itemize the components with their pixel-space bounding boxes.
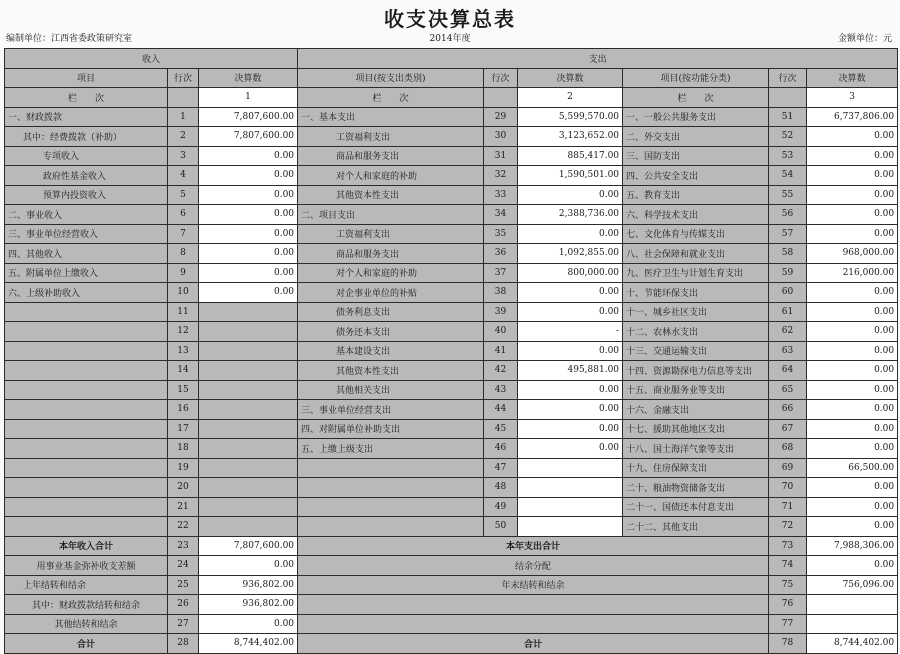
expense-econ-line-number: 50: [484, 517, 518, 537]
expense-summary-amount: 0.00: [807, 556, 898, 576]
expense-econ-amount: 3,123,652.00: [518, 127, 623, 147]
expense-func-item: 十一、城乡社区支出: [623, 302, 769, 322]
expense-summary-line-number: 77: [769, 614, 807, 634]
expense-func-item: 七、文化体育与传媒支出: [623, 224, 769, 244]
income-item: 政府性基金收入: [5, 166, 168, 186]
summary-row: [5, 634, 898, 654]
expense-econ-line-number: 46: [484, 439, 518, 459]
expense-func-line-number: 64: [769, 361, 807, 381]
income-item: 一、财政拨款: [5, 107, 168, 127]
income-amount: 7,807,600.00: [199, 107, 298, 127]
income-line-number: 20: [168, 478, 199, 498]
expense-func-item: 十六、金融支出: [623, 400, 769, 420]
table-row: [5, 361, 898, 381]
expense-econ-line-number: 37: [484, 263, 518, 283]
income-line-number: 6: [168, 205, 199, 225]
income-line-number: 15: [168, 380, 199, 400]
summary-row: [5, 595, 898, 615]
expense-func-line-number: 67: [769, 419, 807, 439]
income-summary-amount: 0.00: [199, 556, 298, 576]
expense-econ-item: 其他资本性支出: [298, 361, 484, 381]
income-amount: 0.00: [199, 146, 298, 166]
expense-econ-line-number: 49: [484, 497, 518, 517]
income-line-number: 16: [168, 400, 199, 420]
income-item: [5, 497, 168, 517]
expense-econ-line-number: 34: [484, 205, 518, 225]
expense-func-amount: 0.00: [807, 205, 898, 225]
expense-summary-amount: 756,096.00: [807, 575, 898, 595]
expense-func-line-number: 52: [769, 127, 807, 147]
expense-econ-line-number: 42: [484, 361, 518, 381]
expense-econ-line-number: 32: [484, 166, 518, 186]
expense-summary-line-number: 78: [769, 634, 807, 654]
expense-func-line-number: 63: [769, 341, 807, 361]
currency-unit: 金额单位：元: [837, 34, 892, 44]
table-row: [5, 205, 898, 225]
expense-econ-amount: 0.00: [518, 439, 623, 459]
expense-func-amount: 0.00: [807, 380, 898, 400]
expense-econ-amount: 1,092,855.00: [518, 244, 623, 264]
expense-func-line-number: 54: [769, 166, 807, 186]
expense-econ-amount: 0.00: [518, 400, 623, 420]
income-item: 专项收入: [5, 146, 168, 166]
expense-econ-amount-header: 决算数: [518, 68, 623, 88]
expense-func-amount: 0.00: [807, 497, 898, 517]
income-item: [5, 517, 168, 537]
income-amount: [199, 419, 298, 439]
expense-econ-amount: 0.00: [518, 224, 623, 244]
expense-econ-amount: 800,000.00: [518, 263, 623, 283]
expense-econ-amount: 885,417.00: [518, 146, 623, 166]
expense-econ-item: [298, 517, 484, 537]
expense-func-line-header: 行次: [769, 68, 807, 88]
expense-econ-amount: 5,599,570.00: [518, 107, 623, 127]
expense-func-amount: 0.00: [807, 127, 898, 147]
expense-econ-line-number: 40: [484, 322, 518, 342]
expense-econ-line-header: 行次: [484, 68, 518, 88]
expense-func-amount: 0.00: [807, 419, 898, 439]
expense-econ-amount: 2,388,736.00: [518, 205, 623, 225]
income-line-column-label: [168, 88, 199, 108]
income-amount: 0.00: [199, 185, 298, 205]
expense-func-line-number: 71: [769, 497, 807, 517]
income-amount: [199, 341, 298, 361]
income-header: 收入: [5, 49, 298, 69]
table-row: [5, 185, 898, 205]
expense-func-item: 八、社会保障和就业支出: [623, 244, 769, 264]
income-item: [5, 361, 168, 381]
expense-func-line-number: 53: [769, 146, 807, 166]
income-item: 六、上级补助收入: [5, 283, 168, 303]
income-line-number: 13: [168, 341, 199, 361]
expense-func-amount: 0.00: [807, 361, 898, 381]
expense-summary-line-number: 76: [769, 595, 807, 615]
income-item: 四、其他收入: [5, 244, 168, 264]
expense-func-line-column-label: [769, 88, 807, 108]
expense-summary-item: [298, 614, 769, 634]
income-amount: 0.00: [199, 283, 298, 303]
table-row: [5, 166, 898, 186]
income-item: [5, 380, 168, 400]
expense-summary-line-number: 73: [769, 536, 807, 556]
expense-func-item: 五、教育支出: [623, 185, 769, 205]
income-line-number: 14: [168, 361, 199, 381]
income-item: 二、事业收入: [5, 205, 168, 225]
expense-func-column-label: 栏 次: [623, 88, 769, 108]
expense-func-item: 二、外交支出: [623, 127, 769, 147]
income-line-number: 22: [168, 517, 199, 537]
expense-econ-item: 债务还本支出: [298, 322, 484, 342]
expense-econ-item: 工资福利支出: [298, 224, 484, 244]
table-row: [5, 127, 898, 147]
income-item: [5, 458, 168, 478]
income-summary-line-number: 25: [168, 575, 199, 595]
income-line-number: 19: [168, 458, 199, 478]
expense-econ-amount: 495,881.00: [518, 361, 623, 381]
expense-summary-amount: [807, 595, 898, 615]
expense-econ-item-header: 项目(按支出类别): [298, 68, 484, 88]
expense-func-amount: 0.00: [807, 341, 898, 361]
table-row: [5, 400, 898, 420]
budget-table: [4, 48, 898, 654]
expense-func-item: 十九、住房保障支出: [623, 458, 769, 478]
expense-func-amount: 0.00: [807, 185, 898, 205]
income-item: [5, 439, 168, 459]
expense-func-line-number: 69: [769, 458, 807, 478]
table-row: [5, 497, 898, 517]
expense-econ-item: [298, 478, 484, 498]
expense-func-line-number: 57: [769, 224, 807, 244]
expense-func-line-number: 56: [769, 205, 807, 225]
expense-econ-amount: [518, 517, 623, 537]
expense-econ-item: 债务利息支出: [298, 302, 484, 322]
expense-func-line-number: 70: [769, 478, 807, 498]
income-line-number: 17: [168, 419, 199, 439]
expense-econ-amount: 0.00: [518, 185, 623, 205]
income-amount: [199, 439, 298, 459]
expense-func-item: 二十一、国债还本付息支出: [623, 497, 769, 517]
expense-econ-item: 其他资本性支出: [298, 185, 484, 205]
compiling-unit: 编制单位：江西省委政策研究室: [6, 34, 133, 44]
expense-func-line-number: 59: [769, 263, 807, 283]
income-line-number: 21: [168, 497, 199, 517]
table-row: [5, 224, 898, 244]
expense-econ-item: 基本建设支出: [298, 341, 484, 361]
expense-summary-item: 本年支出合计: [298, 536, 769, 556]
expense-func-amount: 0.00: [807, 166, 898, 186]
income-amount: 0.00: [199, 224, 298, 244]
expense-summary-amount: 7,988,306.00: [807, 536, 898, 556]
table-row: [5, 283, 898, 303]
expense-econ-line-number: 39: [484, 302, 518, 322]
expense-func-line-number: 58: [769, 244, 807, 264]
expense-func-item: 十八、国土海洋气象等支出: [623, 439, 769, 459]
expense-econ-line-column-label: [484, 88, 518, 108]
expense-econ-item: [298, 497, 484, 517]
income-summary-item: 上年结转和结余: [5, 575, 168, 595]
expense-econ-line-number: 36: [484, 244, 518, 264]
income-amount: [199, 478, 298, 498]
expense-func-item: 四、公共安全支出: [623, 166, 769, 186]
expense-econ-item: 工资福利支出: [298, 127, 484, 147]
expense-econ-column-label: 栏 次: [298, 88, 484, 108]
income-summary-amount: 7,807,600.00: [199, 536, 298, 556]
report-year: 2014年度: [429, 34, 471, 44]
expense-func-line-number: 62: [769, 322, 807, 342]
income-summary-amount: 936,802.00: [199, 575, 298, 595]
expense-summary-amount: 8,744,402.00: [807, 634, 898, 654]
income-summary-line-number: 28: [168, 634, 199, 654]
income-amount: 0.00: [199, 263, 298, 283]
income-line-number: 8: [168, 244, 199, 264]
expense-func-item-header: 项目(按功能分类): [623, 68, 769, 88]
income-summary-item: 合计: [5, 634, 168, 654]
income-summary-amount: 0.00: [199, 614, 298, 634]
expense-func-amount: 66,500.00: [807, 458, 898, 478]
table-row: [5, 322, 898, 342]
income-item: [5, 302, 168, 322]
expense-func-amount: 0.00: [807, 283, 898, 303]
expense-func-item: 十五、商业服务业等支出: [623, 380, 769, 400]
expense-econ-item: 一、基本支出: [298, 107, 484, 127]
expense-econ-amount: [518, 497, 623, 517]
income-line-number: 3: [168, 146, 199, 166]
income-line-number: 5: [168, 185, 199, 205]
expense-econ-amount: 0.00: [518, 341, 623, 361]
table-row: [5, 341, 898, 361]
expense-econ-column-number: 2: [518, 88, 623, 108]
expense-func-line-number: 66: [769, 400, 807, 420]
income-amount: [199, 361, 298, 381]
income-item: 其中：经费拨款（补助）: [5, 127, 168, 147]
expense-summary-item: [298, 595, 769, 615]
income-summary-line-number: 26: [168, 595, 199, 615]
income-summary-item: 用事业基金弥补收支差额: [5, 556, 168, 576]
expense-econ-line-number: 43: [484, 380, 518, 400]
expense-func-item: 一、一般公共服务支出: [623, 107, 769, 127]
expense-func-item: 二十二、其他支出: [623, 517, 769, 537]
income-amount: [199, 458, 298, 478]
expense-func-amount: 0.00: [807, 517, 898, 537]
income-line-number: 11: [168, 302, 199, 322]
summary-row: [5, 556, 898, 576]
income-line-number: 4: [168, 166, 199, 186]
income-summary-line-number: 24: [168, 556, 199, 576]
table-row: [5, 458, 898, 478]
income-amount: [199, 322, 298, 342]
table-row: [5, 439, 898, 459]
expense-econ-amount: 0.00: [518, 283, 623, 303]
expense-func-line-number: 55: [769, 185, 807, 205]
expense-econ-line-number: 48: [484, 478, 518, 498]
income-amount: 0.00: [199, 205, 298, 225]
summary-row: [5, 536, 898, 556]
expense-summary-item: 结余分配: [298, 556, 769, 576]
expense-econ-item: 对企事业单位的补贴: [298, 283, 484, 303]
income-summary-line-number: 27: [168, 614, 199, 634]
expense-func-item: 十四、资源勘探电力信息等支出: [623, 361, 769, 381]
income-summary-line-number: 23: [168, 536, 199, 556]
table-row: [5, 419, 898, 439]
income-amount: 0.00: [199, 244, 298, 264]
expense-summary-amount: [807, 614, 898, 634]
expense-func-amount-header: 决算数: [807, 68, 898, 88]
expense-econ-item: 五、上缴上级支出: [298, 439, 484, 459]
income-item: 三、事业单位经营收入: [5, 224, 168, 244]
income-summary-item: 其中：财政拨款结转和结余: [5, 595, 168, 615]
summary-row: [5, 575, 898, 595]
expense-func-amount: 6,737,806.00: [807, 107, 898, 127]
expense-econ-item: 二、项目支出: [298, 205, 484, 225]
income-item: [5, 322, 168, 342]
income-item: 预算内投资收入: [5, 185, 168, 205]
table-row: [5, 263, 898, 283]
income-item: 五、附属单位上缴收入: [5, 263, 168, 283]
income-amount: 7,807,600.00: [199, 127, 298, 147]
expense-func-line-number: 65: [769, 380, 807, 400]
expense-func-line-number: 61: [769, 302, 807, 322]
report-title: 收支决算总表: [384, 7, 516, 31]
income-item: [5, 478, 168, 498]
income-summary-amount: 936,802.00: [199, 595, 298, 615]
table-row: [5, 478, 898, 498]
expense-econ-amount: 0.00: [518, 302, 623, 322]
expense-func-line-number: 72: [769, 517, 807, 537]
income-amount: [199, 497, 298, 517]
expense-summary-item: 年末结转和结余: [298, 575, 769, 595]
expense-func-item: 九、医疗卫生与计划生育支出: [623, 263, 769, 283]
expense-func-amount: 0.00: [807, 146, 898, 166]
table-row: [5, 302, 898, 322]
expense-econ-item: [298, 458, 484, 478]
expense-func-amount: 0.00: [807, 478, 898, 498]
expense-func-amount: 0.00: [807, 302, 898, 322]
expense-summary-item: 合计: [298, 634, 769, 654]
income-amount: 0.00: [199, 166, 298, 186]
expense-func-amount: 968,000.00: [807, 244, 898, 264]
expense-econ-item: 商品和服务支出: [298, 244, 484, 264]
expense-econ-item: 对个人和家庭的补助: [298, 263, 484, 283]
expense-econ-amount: [518, 478, 623, 498]
expense-func-line-number: 51: [769, 107, 807, 127]
expense-func-item: 十二、农林水支出: [623, 322, 769, 342]
income-line-number: 12: [168, 322, 199, 342]
income-line-number: 7: [168, 224, 199, 244]
income-summary-amount: 8,744,402.00: [199, 634, 298, 654]
income-column-label: 栏 次: [5, 88, 168, 108]
expense-summary-line-number: 74: [769, 556, 807, 576]
income-line-header: 行次: [168, 68, 199, 88]
expense-func-column-number: 3: [807, 88, 898, 108]
income-summary-item: 其他结转和结余: [5, 614, 168, 634]
expense-summary-line-number: 75: [769, 575, 807, 595]
income-line-number: 10: [168, 283, 199, 303]
expense-func-amount: 216,000.00: [807, 263, 898, 283]
expense-func-amount: 0.00: [807, 439, 898, 459]
expense-econ-item: 商品和服务支出: [298, 146, 484, 166]
expense-func-item: 十三、交通运输支出: [623, 341, 769, 361]
expense-econ-item: 四、对附属单位补助支出: [298, 419, 484, 439]
table-row: [5, 517, 898, 537]
income-line-number: 18: [168, 439, 199, 459]
income-line-number: 1: [168, 107, 199, 127]
income-summary-item: 本年收入合计: [5, 536, 168, 556]
table-row: [5, 146, 898, 166]
income-amount: [199, 400, 298, 420]
expense-econ-amount: -: [518, 322, 623, 342]
expense-func-line-number: 68: [769, 439, 807, 459]
expense-econ-amount: [518, 458, 623, 478]
expense-econ-line-number: 47: [484, 458, 518, 478]
expense-func-item: 三、国防支出: [623, 146, 769, 166]
expense-econ-line-number: 41: [484, 341, 518, 361]
income-item: [5, 400, 168, 420]
income-line-number: 2: [168, 127, 199, 147]
income-amount: [199, 302, 298, 322]
expense-econ-item: 其他相关支出: [298, 380, 484, 400]
expense-econ-item: 对个人和家庭的补助: [298, 166, 484, 186]
expense-func-line-number: 60: [769, 283, 807, 303]
income-line-number: 9: [168, 263, 199, 283]
income-item: [5, 419, 168, 439]
summary-row: [5, 614, 898, 634]
expense-func-item: 十、节能环保支出: [623, 283, 769, 303]
expense-econ-amount: 0.00: [518, 380, 623, 400]
expense-func-item: 二十、粮油物资储备支出: [623, 478, 769, 498]
income-amount: [199, 380, 298, 400]
expense-econ-line-number: 38: [484, 283, 518, 303]
expense-econ-line-number: 35: [484, 224, 518, 244]
table-row: [5, 107, 898, 127]
income-amount: [199, 517, 298, 537]
expense-econ-line-number: 30: [484, 127, 518, 147]
expense-func-item: 六、科学技术支出: [623, 205, 769, 225]
expense-func-item: 十七、援助其他地区支出: [623, 419, 769, 439]
expense-econ-line-number: 29: [484, 107, 518, 127]
expense-econ-line-number: 33: [484, 185, 518, 205]
table-row: [5, 244, 898, 264]
income-item: [5, 341, 168, 361]
income-amount-header: 决算数: [199, 68, 298, 88]
expense-econ-amount: 0.00: [518, 419, 623, 439]
income-item-header: 项目: [5, 68, 168, 88]
income-column-number: 1: [199, 88, 298, 108]
expense-econ-line-number: 31: [484, 146, 518, 166]
expense-func-amount: 0.00: [807, 322, 898, 342]
expense-header: 支出: [298, 49, 898, 69]
expense-func-amount: 0.00: [807, 224, 898, 244]
expense-econ-line-number: 45: [484, 419, 518, 439]
expense-econ-item: 三、事业单位经营支出: [298, 400, 484, 420]
expense-econ-amount: 1,590,501.00: [518, 166, 623, 186]
table-row: [5, 380, 898, 400]
expense-econ-line-number: 44: [484, 400, 518, 420]
expense-func-amount: 0.00: [807, 400, 898, 420]
